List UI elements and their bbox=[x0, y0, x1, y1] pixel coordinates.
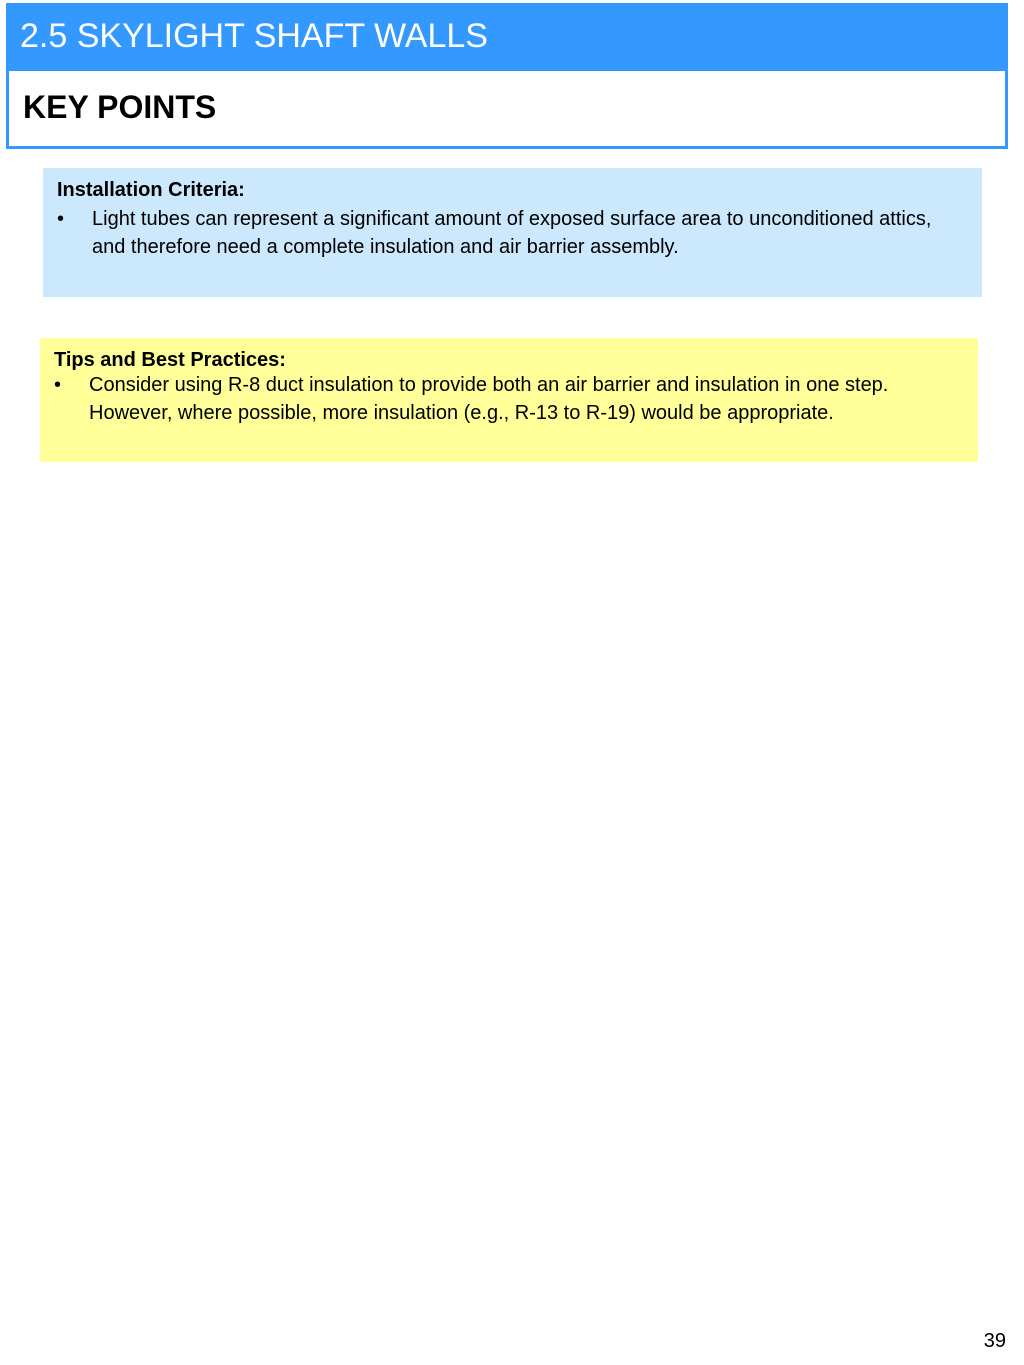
criteria-bullet-item bbox=[57, 206, 968, 261]
tips-best-practices-panel bbox=[40, 338, 978, 462]
tips-bullet-text: Consider using R-8 duct insulation to provide both an air barrier and insulation in one step. However, where possible, more insulation (e.g., R-13 to R-19) would be appropriate. bbox=[89, 374, 889, 424]
key-points-header bbox=[6, 71, 1008, 149]
section-title: 2.5 SKYLIGHT SHAFT WALLS bbox=[20, 17, 488, 55]
tips-heading: Tips and Best Practices: bbox=[54, 349, 286, 371]
section-header-bar bbox=[6, 3, 1008, 71]
page-number: 39 bbox=[983, 1330, 1006, 1352]
installation-criteria-panel bbox=[43, 168, 982, 297]
key-points-title: KEY POINTS bbox=[23, 89, 217, 125]
bullet-icon: • bbox=[54, 374, 62, 396]
installation-criteria-heading: Installation Criteria: bbox=[57, 179, 245, 201]
tips-bullet-item bbox=[54, 372, 964, 427]
bullet-icon: • bbox=[57, 208, 65, 230]
criteria-bullet-text: Light tubes can represent a significant amount of exposed surface area to unconditioned attics, and therefore need a complete insulation and air barrier assembly. bbox=[92, 208, 932, 258]
